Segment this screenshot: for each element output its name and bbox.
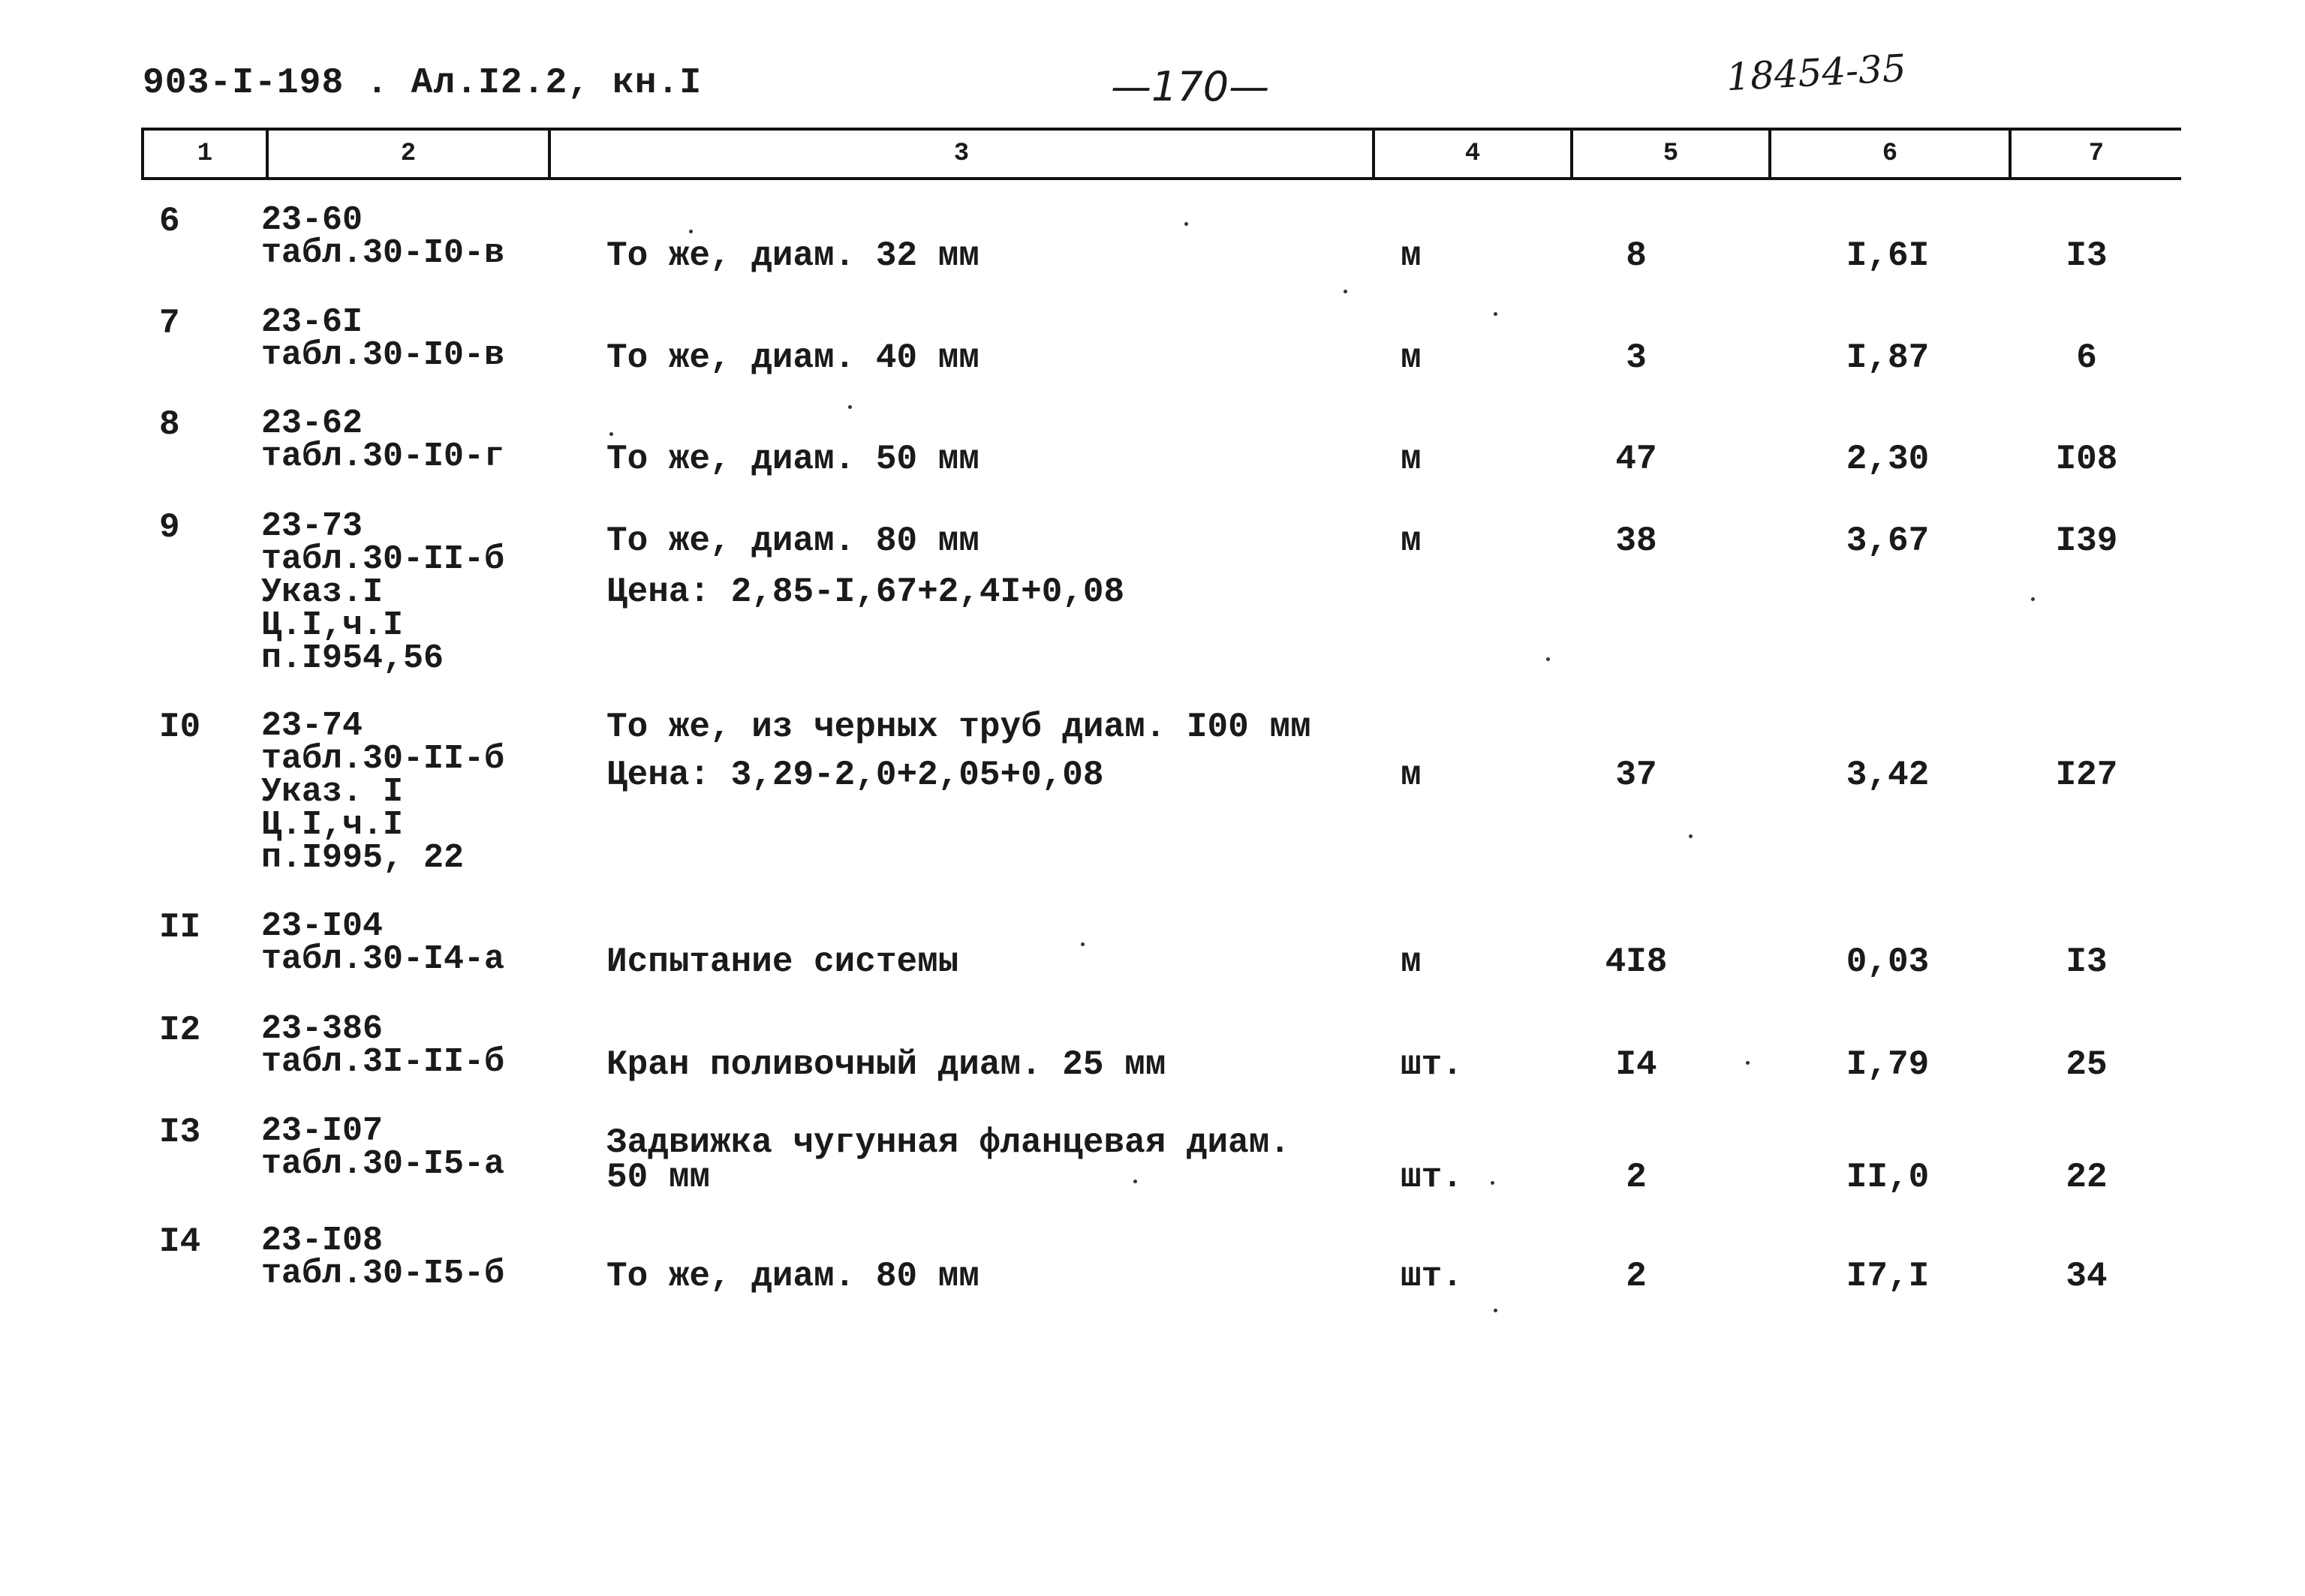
unit: м xyxy=(1401,236,1422,275)
norm-reference-line: 23-62 xyxy=(261,404,363,443)
unit-price: 3,67 xyxy=(1846,521,1930,561)
total-cost: I39 xyxy=(2055,521,2118,561)
unit: м xyxy=(1401,521,1422,561)
quantity: 4I8 xyxy=(1605,942,1668,981)
scan-speck xyxy=(609,432,613,436)
column-header-4: 4 xyxy=(1375,131,1573,177)
norm-reference xyxy=(261,303,561,374)
column-header-1: 1 xyxy=(144,131,269,177)
unit: шт. xyxy=(1401,1158,1463,1197)
row-number: II xyxy=(159,908,201,947)
norm-reference xyxy=(261,707,561,877)
quantity: I4 xyxy=(1615,1045,1657,1084)
norm-reference xyxy=(261,404,561,476)
row-number: I4 xyxy=(159,1222,201,1261)
unit: м xyxy=(1401,756,1422,795)
quantity: 3 xyxy=(1626,338,1647,377)
price-formula: Цена: 2,85-I,67+2,4I+0,08 xyxy=(606,573,1125,612)
total-cost: I3 xyxy=(2066,942,2108,981)
unit-price: II,0 xyxy=(1846,1158,1930,1197)
work-description xyxy=(606,708,1357,795)
scan-speck xyxy=(1184,222,1188,226)
norm-reference xyxy=(261,201,561,272)
work-description xyxy=(606,236,1357,275)
row-number: I3 xyxy=(159,1113,201,1152)
scan-speck xyxy=(1133,1180,1137,1183)
row-number: 7 xyxy=(159,304,180,343)
norm-reference-line: табл.30-II-б xyxy=(261,740,505,778)
work-description-line: То же, диам. 40 мм xyxy=(606,338,979,377)
norm-reference-line: Ц.I,ч.I xyxy=(261,606,404,645)
norm-reference-line: 23-74 xyxy=(261,707,363,745)
scan-speck xyxy=(1546,657,1550,661)
column-header-2: 2 xyxy=(269,131,551,177)
norm-reference-line: п.I954,56 xyxy=(261,639,444,678)
scan-speck xyxy=(848,405,852,409)
norm-reference-line: табл.30-I5-б xyxy=(261,1255,505,1293)
quantity: 37 xyxy=(1615,756,1657,795)
norm-reference-line: 23-6I xyxy=(261,303,363,341)
norm-reference-line: табл.30-I0-в xyxy=(261,234,505,272)
work-description xyxy=(606,1259,1357,1294)
unit-price: 3,42 xyxy=(1846,756,1930,795)
unit-price: 0,03 xyxy=(1846,942,1930,981)
unit: м xyxy=(1401,338,1422,377)
unit: м xyxy=(1401,942,1422,981)
total-cost: I3 xyxy=(2066,236,2108,275)
norm-reference-line: 23-I07 xyxy=(261,1112,384,1150)
column-header-6: 6 xyxy=(1771,131,2012,177)
work-description-line: 50 мм xyxy=(606,1158,711,1197)
work-description-line: Кран поливочный диам. 25 мм xyxy=(606,1045,1166,1084)
scan-speck xyxy=(1494,312,1497,316)
total-cost: I27 xyxy=(2055,756,2118,795)
norm-reference xyxy=(261,507,561,678)
work-description-line: То же, диам. 80 мм xyxy=(606,521,979,561)
column-header-row xyxy=(141,128,2181,180)
norm-reference-line: 23-I08 xyxy=(261,1222,384,1260)
work-description-line: Задвижка чугунная фланцевая диам. xyxy=(606,1123,1290,1162)
norm-reference-line: табл.30-II-б xyxy=(261,540,505,579)
unit-price: I,6I xyxy=(1846,236,1930,275)
norm-reference-line: п.I995, 22 xyxy=(261,839,465,877)
norm-reference-line: 23-73 xyxy=(261,507,363,546)
norm-reference-line: табл.30-I0-г xyxy=(261,437,505,476)
norm-reference-line: 23-I04 xyxy=(261,907,384,945)
work-description xyxy=(606,1123,1357,1197)
norm-reference xyxy=(261,1222,561,1293)
work-description-line: То же, из черных труб диам. I00 мм xyxy=(606,708,1311,747)
work-description xyxy=(606,440,1357,479)
unit-price: I,87 xyxy=(1846,338,1930,377)
row-number: 6 xyxy=(159,202,180,241)
work-description-line: То же, диам. 80 мм xyxy=(606,1257,979,1296)
work-description-line: То же, диам. 50 мм xyxy=(606,440,979,479)
column-header-7: 7 xyxy=(2088,140,2105,168)
work-description xyxy=(606,521,1357,612)
quantity: 38 xyxy=(1615,521,1657,561)
scan-speck xyxy=(1491,1181,1494,1185)
unit-price: I,79 xyxy=(1846,1045,1930,1084)
row-number: 9 xyxy=(159,508,180,547)
unit: м xyxy=(1401,440,1422,479)
scan-speck xyxy=(2031,597,2035,601)
total-cost: 6 xyxy=(2076,338,2097,377)
scan-speck xyxy=(1081,942,1085,946)
work-description-line: Испытание системы xyxy=(606,942,959,981)
work-description-line: То же, диам. 32 мм xyxy=(606,236,979,275)
quantity: 2 xyxy=(1626,1158,1647,1197)
norm-reference-line: табл.30-I4-а xyxy=(261,940,505,978)
norm-reference-line: Ц.I,ч.I xyxy=(261,806,404,844)
row-number: I0 xyxy=(159,708,201,747)
work-description xyxy=(606,942,1357,981)
scan-speck xyxy=(689,230,693,233)
norm-reference-line: табл.3I-II-б xyxy=(261,1043,505,1081)
norm-reference xyxy=(261,907,561,978)
column-header-3: 3 xyxy=(551,131,1375,177)
total-cost: 25 xyxy=(2066,1045,2108,1084)
norm-reference-line: табл.30-I0-в xyxy=(261,336,505,374)
quantity: 8 xyxy=(1626,236,1647,275)
unit: шт. xyxy=(1401,1257,1463,1296)
norm-reference-line: Указ. I xyxy=(261,773,404,811)
scan-speck xyxy=(1746,1061,1750,1065)
document-code: 903-I-198 . Ал.I2.2, кн.I xyxy=(143,63,703,104)
price-formula: Цена: 3,29-2,0+2,05+0,08 xyxy=(606,756,1104,795)
work-description xyxy=(606,338,1357,377)
norm-reference-line: 23-386 xyxy=(261,1010,384,1048)
norm-reference-line: Указ.I xyxy=(261,573,384,612)
norm-reference-line: табл.30-I5-а xyxy=(261,1145,505,1183)
page-number: —170— xyxy=(1111,63,1270,110)
norm-reference xyxy=(261,1112,561,1183)
row-number: I2 xyxy=(159,1011,201,1050)
work-description xyxy=(606,1047,1357,1082)
quantity: 2 xyxy=(1626,1257,1647,1296)
scan-speck xyxy=(1689,834,1693,838)
total-cost: 34 xyxy=(2066,1257,2108,1296)
column-header-5: 5 xyxy=(1573,131,1771,177)
norm-reference-line: 23-60 xyxy=(261,201,363,239)
row-number: 8 xyxy=(159,405,180,444)
total-cost: I08 xyxy=(2055,440,2118,479)
norm-reference xyxy=(261,1010,561,1081)
unit: шт. xyxy=(1401,1045,1463,1084)
quantity: 47 xyxy=(1615,440,1657,479)
scan-speck xyxy=(1344,290,1347,293)
unit-price: I7,I xyxy=(1846,1257,1930,1296)
total-cost: 22 xyxy=(2066,1158,2108,1197)
scan-speck xyxy=(1494,1309,1497,1312)
archive-number: 18454-35 xyxy=(1725,46,1907,100)
unit-price: 2,30 xyxy=(1846,440,1930,479)
